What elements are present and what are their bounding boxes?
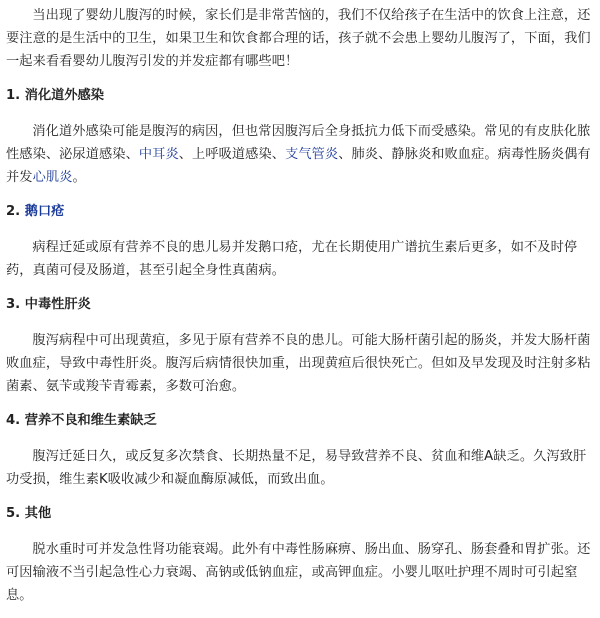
heading-malnutrition: 4. 营养不良和维生素缺乏 [6,413,157,428]
text-segment: 。 [72,170,86,185]
heading-extraintestinal-infection: 1. 消化道外感染 [6,88,104,103]
link-thrush[interactable]: 鹅口疮 [24,204,65,219]
heading-toxic-hepatitis: 3. 中毒性肝炎 [6,297,91,312]
text-segment: 、肺炎、静脉炎和败血症。病毒性肠炎偶有并发 [6,147,591,185]
text-segment: 消化道外感染可能是腹泻的病因，但也常因腹泻后全身抵抗力低下而受感染。常见的有皮肤化脓性感染、泌尿道感染、 [6,124,591,162]
text-segment: 、上呼吸道感染、 [178,147,286,162]
link-bronchitis[interactable]: 支气管炎 [285,147,339,162]
heading-number: 2. [6,204,25,219]
link-otitis-media[interactable]: 中耳炎 [138,147,179,162]
paragraph-extraintestinal-infection [6,120,592,189]
paragraph-thrush: 病程迁延或原有营养不良的患儿易并发鹅口疮，尤在长期使用广谱抗生素后更多，如不及时停药，真菌可侵及肠道，甚至引起全身性真菌病。 [6,240,578,278]
paragraph-malnutrition: 腹泻迁延日久，或反复多次禁食、长期热量不足，易导致营养不良、贫血和维A缺乏。久泻致肝功受损，维生素K吸收减少和凝血酶原减低，而致出血。 [6,449,587,487]
paragraph-toxic-hepatitis: 腹泻病程中可出现黄疸，多见于原有营养不良的患儿。可能大肠杆菌引起的肠炎，并发大肠杆菌败血症，导致中毒性肝炎。腹泻后病情很快加重，出现黄疸后很快死亡。但如及早发现及时注射多粘菌素、氨苄或羧苄青霉素，多数可治愈。 [6,333,591,394]
heading-other: 5. 其他 [6,506,52,521]
link-myocarditis[interactable]: 心肌炎 [32,170,73,185]
paragraph-other: 脱水重时可并发急性肾功能衰竭。此外有中毒性肠麻痹、肠出血、肠穿孔、肠套叠和胃扩张。还可因输液不当引起急性心力衰竭、高钠或低钠血症，或高钾血症。小婴儿呕吐护理不周时可引起窒息。 [6,542,591,603]
heading-thrush [6,202,592,222]
intro-paragraph: 当出现了婴幼儿腹泻的时候，家长们是非常苦恼的，我们不仅给孩子在生活中的饮食上注意，还要注意的是生活中的卫生，如果卫生和饮食都合理的话，孩子就不会患上婴幼儿腹泻了，下面，我们一起来看看婴幼儿腹泻引发的并发症都有哪些吧！ [6,8,591,69]
